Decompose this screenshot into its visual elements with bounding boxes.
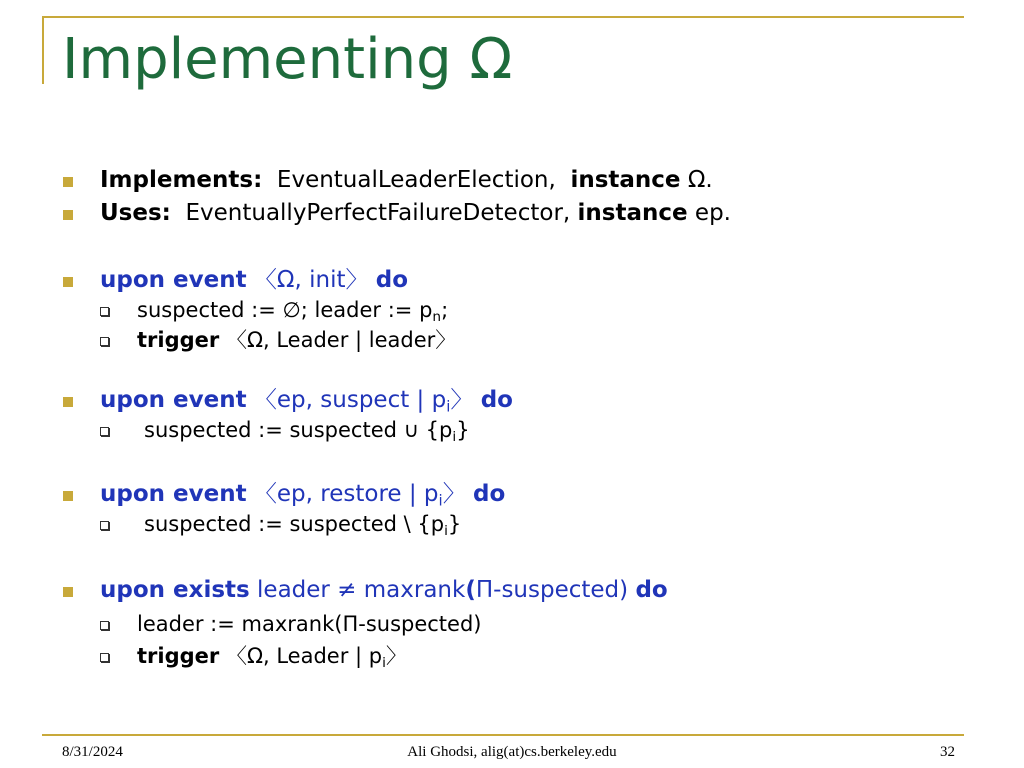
sub-bullet-icon [100, 521, 109, 530]
exists-heading [100, 576, 668, 604]
trigger-keyword: trigger [137, 328, 220, 352]
event-restore-close: 〉 [442, 481, 466, 507]
suspect-union-end: } [456, 418, 470, 442]
event-restore-heading [100, 480, 505, 508]
event-init-line-1 [137, 296, 448, 324]
sub-bullet-icon [100, 621, 109, 630]
bullet-icon [63, 587, 73, 597]
subscript: i [452, 429, 457, 446]
trigger-keyword: trigger [137, 644, 220, 668]
frame-left-rule [42, 16, 44, 84]
bullet-icon [63, 491, 73, 501]
upon-event-keyword: upon event [100, 481, 247, 507]
suspect-union-text: suspected := suspected ∪ {p [144, 418, 453, 442]
implements-label: Implements: [100, 167, 263, 193]
init-assign-text: suspected := ∅; leader := p [137, 298, 433, 322]
page-number: 32 [940, 744, 955, 760]
do-keyword: do [480, 387, 513, 413]
uses-value: EventuallyPerfectFailureDetector, [185, 200, 571, 226]
event-suspect-line-1 [144, 416, 470, 444]
trigger-pi-close: 〉 [385, 644, 407, 668]
restore-diff-end: } [447, 512, 462, 536]
implements-value: EventualLeaderElection, [276, 167, 556, 193]
event-suspect-heading [100, 386, 513, 414]
event-init-heading [100, 266, 408, 294]
exists-line-2 [137, 642, 407, 670]
frame-top-rule [42, 16, 964, 18]
uses-instance-keyword: instance [577, 200, 688, 226]
sub-bullet-icon [100, 653, 109, 662]
upon-exists-keyword: upon exists [100, 577, 250, 603]
bullet-icon [63, 397, 73, 407]
sub-bullet-icon [100, 307, 109, 316]
subscript: n [432, 309, 442, 326]
event-init: 〈Ω, init〉 [253, 267, 369, 293]
exists-condition-end: Π-suspected) [475, 577, 629, 603]
leader-assign-text: leader := maxrank(Π-suspected) [137, 612, 482, 636]
slide-title: Implementing Ω [62, 27, 513, 92]
exists-paren: ( [465, 577, 476, 603]
exists-condition: leader ≠ maxrank [257, 577, 466, 603]
implements-instance-keyword: instance [570, 167, 681, 193]
event-restore: 〈ep, restore | p [253, 481, 439, 507]
implements-instance: Ω. [687, 167, 713, 193]
upon-event-keyword: upon event [100, 387, 247, 413]
footer-date: 8/31/2024 [62, 744, 123, 760]
do-keyword: do [375, 267, 409, 293]
restore-diff-text: suspected := suspected \ {p [144, 512, 445, 536]
footer-author: Ali Ghodsi, alig(at)cs.berkeley.edu [407, 744, 617, 760]
trigger-leader-text: 〈Ω, Leader | leader〉 [225, 328, 457, 352]
sub-bullet-icon [100, 337, 109, 346]
subscript: i [438, 491, 443, 510]
init-assign-end: ; [441, 298, 449, 322]
upon-event-keyword: upon event [100, 267, 247, 293]
subscript: i [382, 655, 386, 672]
event-suspect-close: 〉 [450, 387, 474, 413]
bullet-icon [63, 177, 73, 187]
exists-line-1 [137, 610, 481, 638]
do-keyword: do [473, 481, 506, 507]
uses-instance: ep. [694, 200, 731, 226]
event-suspect: 〈ep, suspect | p [253, 387, 447, 413]
event-init-line-2 [137, 326, 456, 354]
uses-line [100, 199, 731, 227]
bullet-icon [63, 210, 73, 220]
do-keyword: do [635, 577, 668, 603]
sub-bullet-icon [100, 427, 109, 436]
uses-label: Uses: [100, 200, 171, 226]
trigger-pi-text: 〈Ω, Leader | p [225, 644, 383, 668]
subscript: i [444, 523, 448, 540]
implements-line [100, 166, 713, 194]
bullet-icon [63, 277, 73, 287]
footer-rule [42, 734, 964, 736]
event-restore-line-1 [144, 510, 461, 538]
subscript: i [446, 397, 451, 416]
